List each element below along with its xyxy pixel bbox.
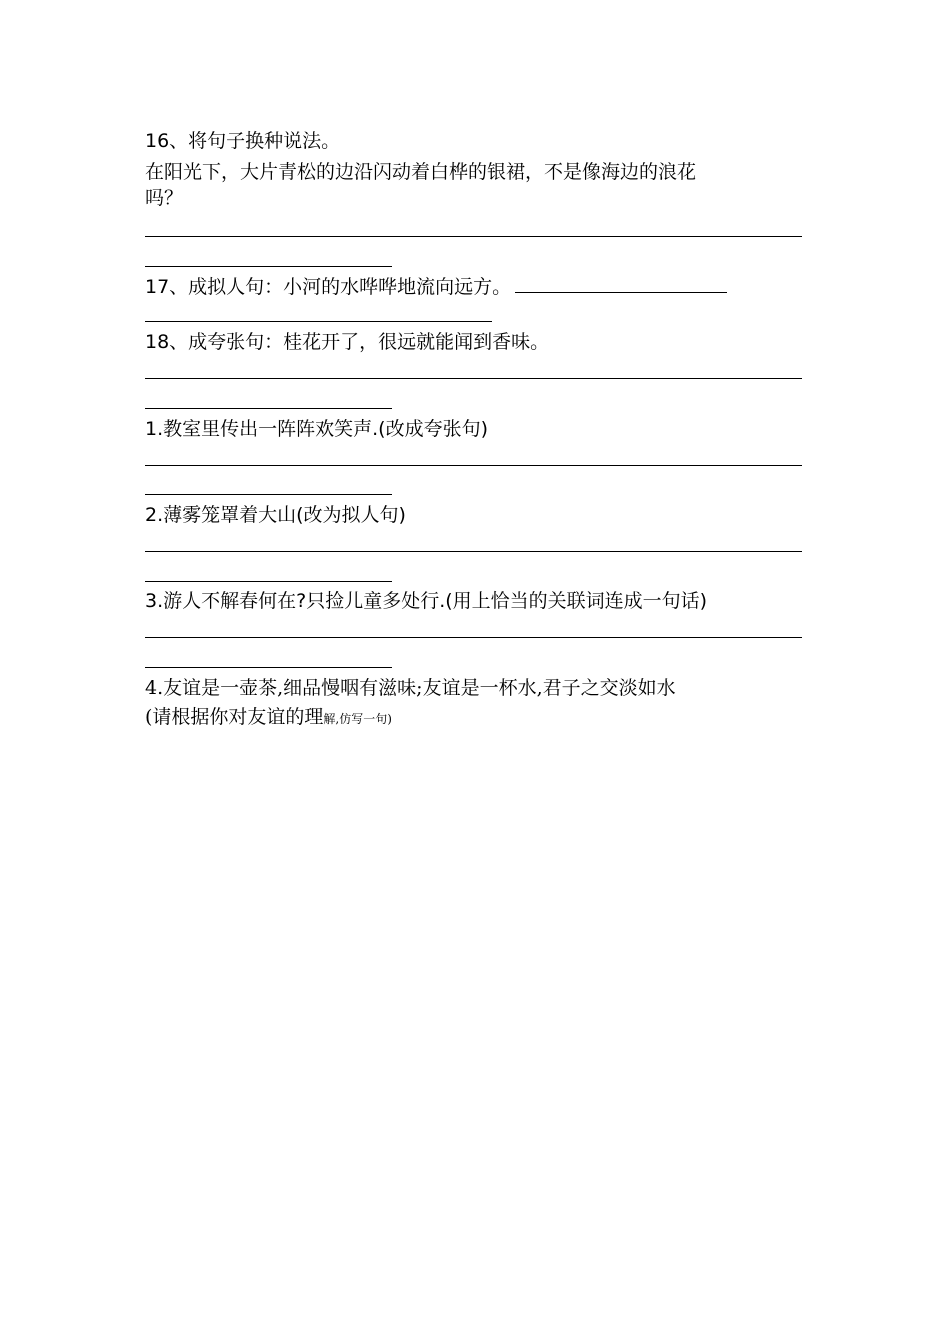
q17-answer-line-2[interactable] xyxy=(145,321,492,322)
q18-answer-line-2[interactable] xyxy=(145,408,392,409)
q16-title: 16、将句子换种说法。 xyxy=(145,130,341,152)
q18-prompt: 18、成夸张句：桂花开了，很远就能闻到香味。 xyxy=(145,331,550,353)
e3-prompt: 3.游人不解春何在?只捡儿童多处行.(用上恰当的关联词连成一句话) xyxy=(145,590,708,612)
e2-answer-line-1[interactable] xyxy=(145,551,802,552)
e1-answer-line-2[interactable] xyxy=(145,494,392,495)
q17-answer-blank[interactable] xyxy=(515,274,727,293)
e4-prompt-line1: 4.友谊是一壶茶,细品慢咽有滋味;友谊是一杯水,君子之交淡如水 xyxy=(145,677,676,699)
q17-text: 17、成拟人句：小河的水哗哗地流向远方。 xyxy=(145,276,512,298)
e4-prompt-small: 解,仿写一句) xyxy=(323,712,392,726)
e4-prompt-main: (请根据你对友谊的理 xyxy=(145,706,324,728)
e3-answer-line-2[interactable] xyxy=(145,667,392,668)
e1-prompt: 1.教室里传出一阵阵欢笑声.(改成夸张句) xyxy=(145,418,488,440)
e2-answer-line-2[interactable] xyxy=(145,581,392,582)
q16-answer-line-2[interactable] xyxy=(145,266,392,267)
e2-prompt: 2.薄雾笼罩着大山(改为拟人句) xyxy=(145,504,406,526)
q18-answer-line-1[interactable] xyxy=(145,378,802,379)
q16-sentence-line1: 在阳光下，大片青松的边沿闪动着白桦的银裙，不是像海边的浪花 xyxy=(145,161,697,183)
e3-answer-line-1[interactable] xyxy=(145,637,802,638)
q16-answer-line-1[interactable] xyxy=(145,236,802,237)
q16-sentence-line2: 吗？ xyxy=(145,187,184,209)
e4-prompt-line2 xyxy=(145,706,392,730)
e1-answer-line-1[interactable] xyxy=(145,465,802,466)
q17-prompt xyxy=(145,274,727,298)
